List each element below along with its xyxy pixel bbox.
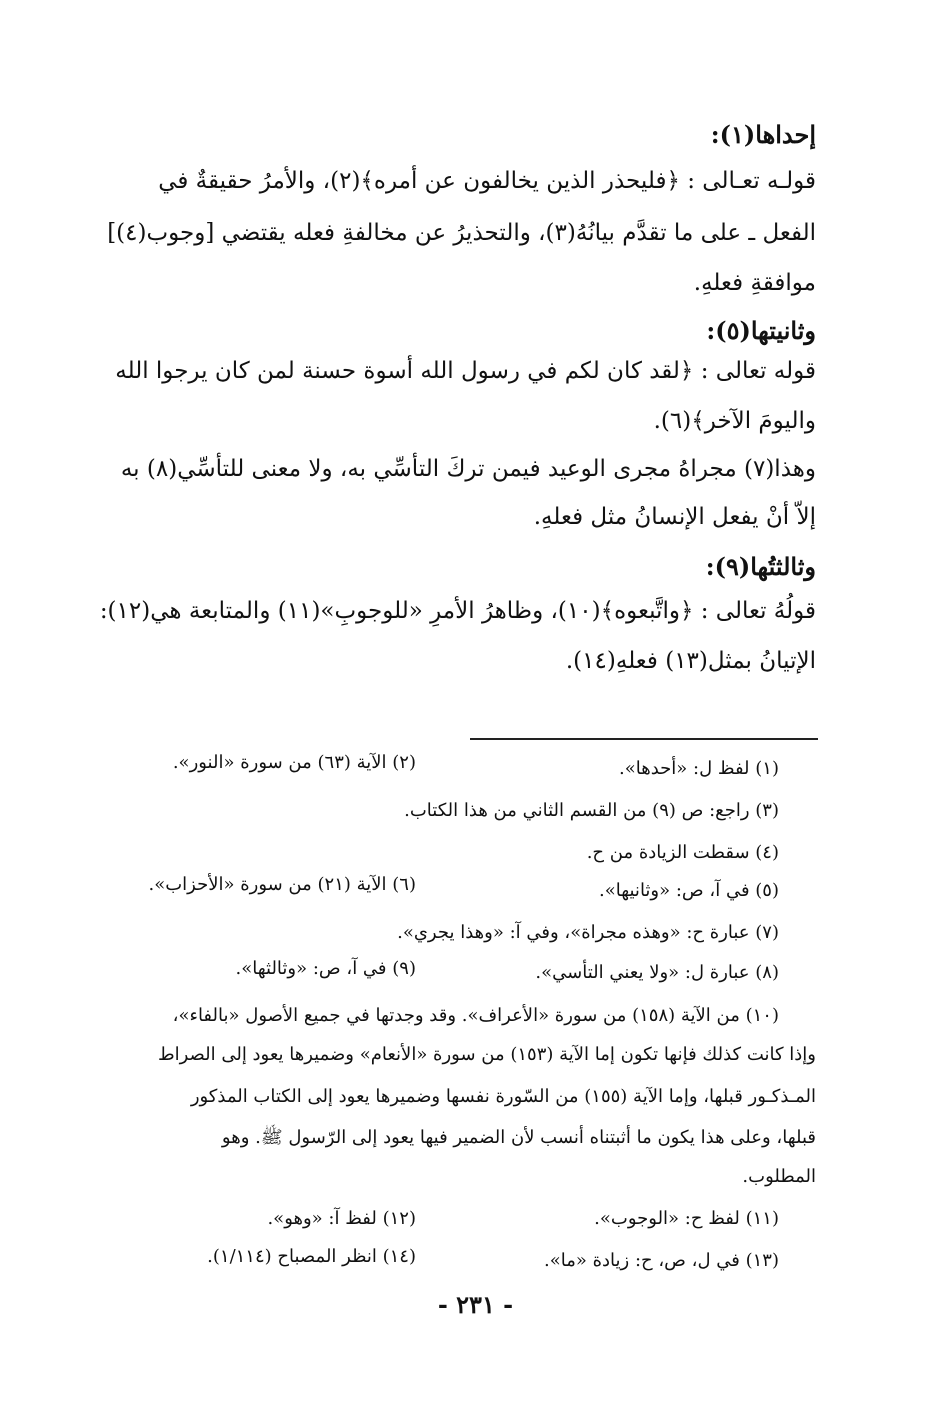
paragraph-2-line-2: واليومَ الآخر﴾(٦).	[653, 408, 816, 434]
footnote-3: (٣) راجع: ص (٩) من القسم الثاني من هذا الكتاب.	[404, 800, 779, 821]
footnote-6: (٦) الآية (٢١) من سورة «الأحزاب».	[148, 874, 416, 895]
footnote-10-line-1: (١٠) من الآية (١٥٨) من سورة «الأعراف». وقد وجدتها في جميع الأصول «بالفاء»،	[172, 1005, 779, 1026]
footnote-14: (١٤) انظر المصباح (١/١١٤).	[207, 1246, 416, 1267]
footnote-10-line-2: وإذا كانت كذلك فإنها تكون إما الآية (١٥٣) من سورة «الأنعام» وضميرها يعود إلى الصراط	[157, 1044, 816, 1065]
footnote-1: (١) لفظ ل: «أحدها».	[618, 758, 779, 779]
footnote-10-line-4: قبلها، وعلى هذا يكون ما أثبتناه أنسب لأن الضمير فيها يعود إلى الرّسول ﷺ. وهو	[221, 1127, 816, 1148]
footnote-5: (٥) في آ، ص: «وثانيها».	[598, 880, 779, 901]
paragraph-1-line-1: قولـه تعـالى : ﴿فليحذر الذين يخالفون عن أمره﴾(٢)، والأمرُ حقيقةٌ في	[158, 168, 816, 194]
footnote-9: (٩) في آ، ص: «وثالثها».	[235, 958, 416, 979]
page-number: - ٢٣١ -	[437, 1290, 514, 1319]
paragraph-3-line-2: إلاّ أنْ يفعل الإنسانُ مثل فعلهِ.	[533, 504, 816, 530]
footnote-8: (٨) عبارة ل: «ولا يعني التأسي».	[535, 962, 779, 983]
heading-first: إحداها(١):	[710, 120, 816, 149]
footnote-4: (٤) سقطت الزيادة من ح.	[586, 842, 779, 863]
footnote-10-line-3: المـذكـور قبلها، وإما الآية (١٥٥) من السّورة نفسها وضميرها يعود إلى الكتاب المذكور	[190, 1086, 816, 1107]
footnote-2: (٢) الآية (٦٣) من سورة «النور».	[172, 752, 416, 773]
paragraph-4-line-2: الإتيانُ بمثل(١٣) فعلهِ(١٤).	[565, 648, 816, 674]
footnote-7: (٧) عبارة ح: «وهذه مجراة»، وفي آ: «وهذا يجري».	[397, 922, 779, 943]
heading-second: وثانيتها(٥):	[706, 316, 816, 345]
paragraph-1-line-3: موافقةِ فعلهِ.	[693, 270, 816, 296]
heading-third: وثالثتُها(٩):	[705, 552, 816, 581]
footnote-13: (١٣) في ل، ص، ح: زيادة «ما».	[544, 1250, 779, 1271]
footnote-11: (١١) لفظ ح: «الوجوب».	[594, 1208, 779, 1229]
paragraph-4-line-1: قولُهُ تعالى : ﴿واتَّبعوه﴾(١٠)، وظاهرُ الأمرِ «للوجوبِ»(١١) والمتابعة هي(١٢):	[99, 598, 816, 624]
paragraph-2-line-1: قوله تعالى : ﴿لقد كان لكم في رسول الله أسوة حسنة لمن كان يرجوا الله	[115, 358, 816, 384]
footnote-separator	[470, 738, 818, 740]
paragraph-1-line-2: الفعل ـ على ما تقدَّم بيانُهُ(٣)، والتحذيرُ عن مخالفةِ فعله يقتضي [وجوب(٤)]	[107, 220, 816, 246]
footnote-12: (١٢) لفظ آ: «وهو».	[267, 1208, 416, 1229]
footnote-10-line-5: المطلوب.	[742, 1166, 816, 1187]
paragraph-3-line-1: وهذا(٧) مجراهُ مجرى الوعيد فيمن تركَ التأسِّي به، ولا معنى للتأسِّي(٨) به	[120, 456, 816, 482]
